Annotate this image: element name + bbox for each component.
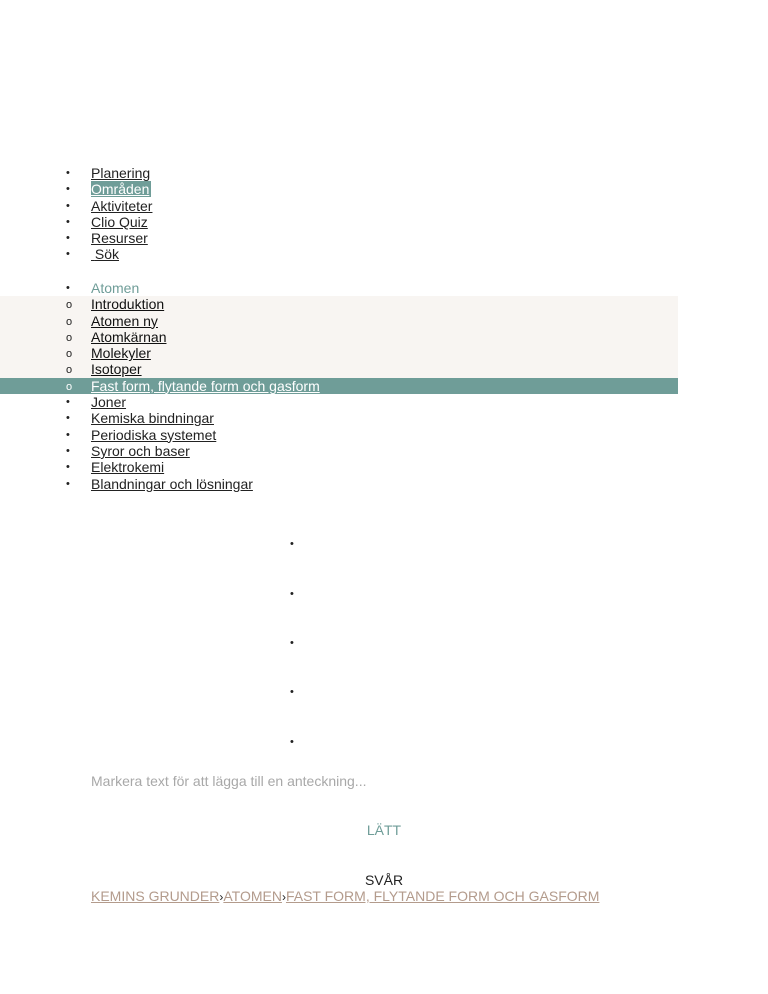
area-link-kemiska-bindningar[interactable]: Kemiska bindningar (91, 410, 214, 427)
bullet-icon: • (66, 412, 70, 425)
sub-link-molekyler[interactable]: Molekyler (91, 345, 151, 362)
sub-link-isotoper[interactable]: Isotoper (91, 361, 142, 378)
breadcrumb-atomen[interactable]: ATOMEN (223, 888, 282, 904)
breadcrumb-separator: › (281, 890, 286, 904)
tool-bullet-5[interactable]: • (290, 736, 294, 748)
bullet-icon: • (66, 248, 70, 261)
sub-item-atomkarnan (0, 329, 678, 345)
sub-item-isotoper (0, 361, 678, 377)
main-nav-item-aktiviteter (0, 198, 678, 214)
area-link-elektrokemi[interactable]: Elektrokemi (91, 459, 165, 476)
area-link-atomen[interactable]: Atomen (91, 280, 140, 296)
bullet-icon: • (66, 477, 70, 490)
bullet-icon: • (66, 282, 70, 294)
sub-item-introduktion (0, 296, 678, 312)
tool-bullet-2[interactable]: • (290, 588, 294, 600)
area-item-kemiska-bindningar (0, 410, 678, 426)
area-link-syror-och-baser[interactable]: Syror och baser (91, 442, 190, 459)
bullet-icon: • (66, 183, 70, 196)
tool-bullet-4[interactable]: • (290, 686, 294, 698)
area-item-blandningar (0, 476, 678, 492)
circle-bullet-icon: o (66, 331, 73, 344)
main-nav-item-clio-quiz (0, 214, 678, 230)
note-placeholder[interactable]: Markera text för att lägga till en anteckning... (91, 773, 367, 789)
circle-bullet-icon: o (66, 348, 73, 361)
bullet-icon: • (66, 215, 70, 228)
main-nav-item-planering (0, 165, 678, 181)
sub-item-atomen-ny (0, 313, 678, 329)
area-nav (0, 280, 678, 492)
sub-item-molekyler (0, 345, 678, 361)
circle-bullet-icon: o (66, 364, 73, 377)
nav-link-planering[interactable]: Planering (91, 165, 151, 181)
difficulty-easy-option[interactable]: LÄTT (366, 822, 402, 838)
sub-link-atomen-ny[interactable]: Atomen ny (91, 312, 158, 329)
main-nav-item-sok (0, 246, 678, 262)
bullet-icon: • (66, 444, 70, 457)
difficulty-hard-option[interactable]: SVÅR (364, 872, 404, 888)
area-link-periodiska-systemet[interactable]: Periodiska systemet (91, 426, 217, 443)
area-item-joner (0, 394, 678, 410)
nav-link-clio-quiz[interactable]: Clio Quiz (91, 213, 148, 230)
area-item-syror-och-baser (0, 443, 678, 459)
area-item-elektrokemi (0, 459, 678, 475)
tool-bullet-3[interactable]: • (290, 637, 294, 649)
main-nav (0, 165, 678, 263)
sub-link-introduktion[interactable]: Introduktion (91, 296, 165, 313)
bullet-icon: • (66, 232, 70, 245)
main-nav-item-resurser (0, 230, 678, 246)
nav-link-resurser[interactable]: Resurser (91, 230, 148, 247)
area-link-joner[interactable]: Joner (91, 394, 127, 411)
nav-link-omraden[interactable]: Områden (91, 181, 150, 198)
bullet-icon: • (66, 167, 70, 179)
bullet-icon: • (66, 199, 70, 212)
breadcrumb-separator: › (219, 890, 224, 904)
nav-link-sok[interactable] (91, 246, 119, 262)
sub-item-fast-form (0, 378, 678, 394)
main-nav-item-omraden (0, 181, 678, 197)
bullet-icon: • (66, 428, 70, 441)
nav-link-aktiviteter[interactable]: Aktiviteter (91, 197, 153, 214)
breadcrumb-fast-form[interactable]: FAST FORM, FLYTANDE FORM OCH GASFORM (285, 888, 600, 904)
nav-link-sok-label: Sök (94, 246, 120, 263)
sub-link-atomkarnan[interactable]: Atomkärnan (91, 328, 167, 345)
bullet-icon: • (66, 461, 70, 474)
circle-bullet-icon: o (66, 315, 73, 328)
bullet-icon: • (66, 396, 70, 409)
circle-bullet-icon: o (66, 380, 73, 393)
area-item-atomen (0, 280, 678, 296)
area-item-periodiska-systemet (0, 427, 678, 443)
breadcrumb-kemins-grunder[interactable]: KEMINS GRUNDER (91, 888, 220, 904)
sub-link-fast-form[interactable]: Fast form, flytande form och gasform (91, 377, 320, 394)
area-link-blandningar[interactable]: Blandningar och lösningar (91, 475, 253, 492)
breadcrumb (91, 888, 599, 904)
tool-bullet-1[interactable]: • (290, 538, 294, 550)
circle-bullet-icon: o (66, 299, 73, 312)
